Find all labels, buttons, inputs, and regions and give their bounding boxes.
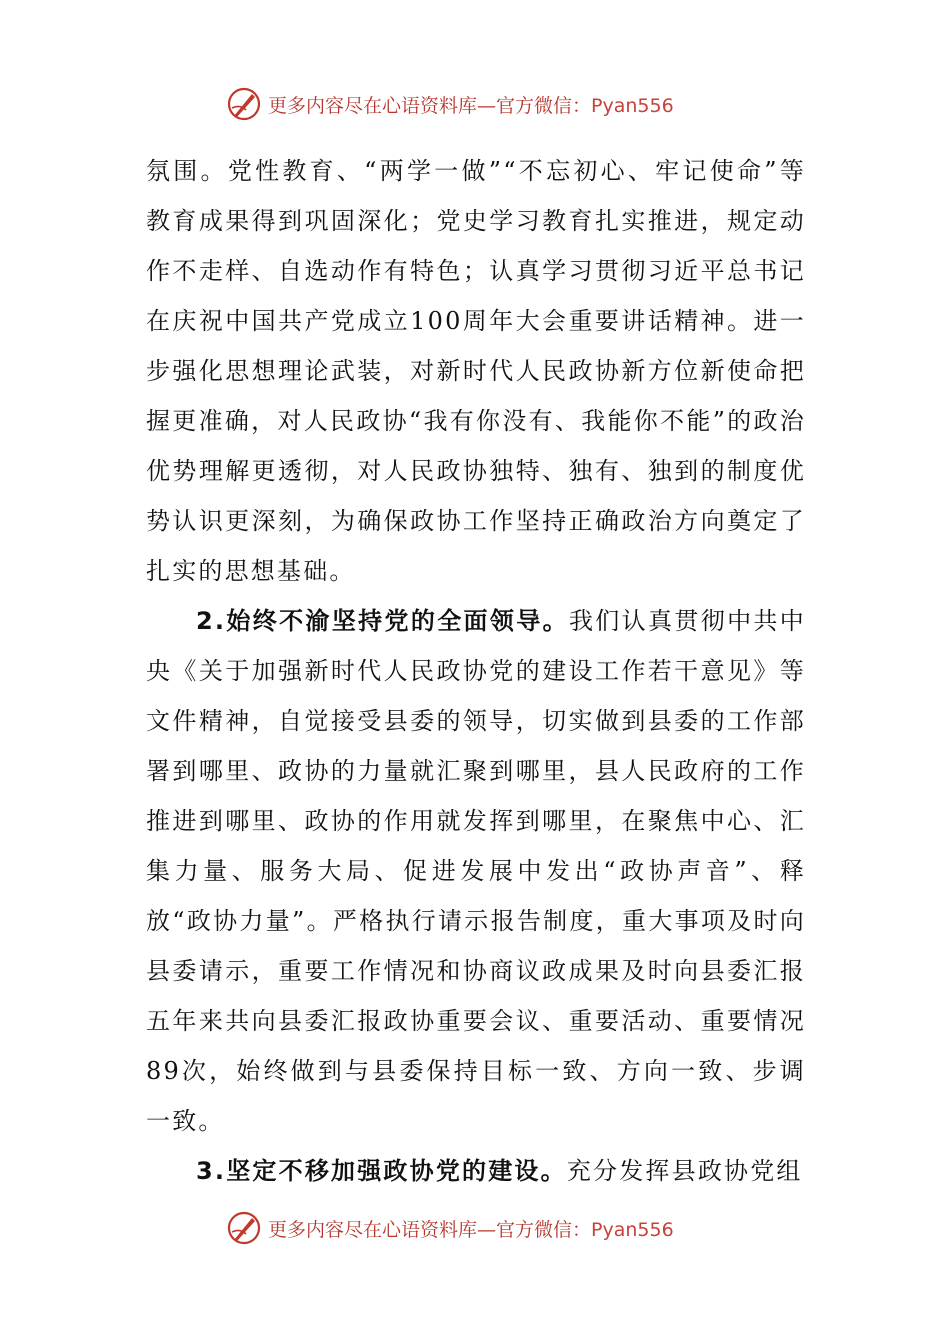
pen-quill-logo-icon — [226, 1210, 262, 1246]
paragraph-2-body: 我们认真贯彻中共中央《关于加强新时代人民政协党的建设工作若干意见》等文件精神，自觉接受县委的领导，切实做到县委的工作部署到哪里、政协的力量就汇聚到哪里，县人民政府的工作推进到哪里、政协的作用就发挥到哪里，在聚焦中心、汇集力量、服务大局、促进发展中发出“政协声音”、释放“政协力量”。严格执行请示报告制度，重大事项及时向县委请示，重要工作情况和协商议政成果及时向县委汇报五年来共向县委汇报政协重要会议、重要活动、重要情况89次，始终做到与县委保持目标一致、方向一致、步调一致。 — [146, 607, 806, 1135]
document-body — [146, 146, 806, 1196]
paragraph-1: 氛围。党性教育、“两学一做”“不忘初心、牢记使命”等教育成果得到巩固深化；党史学习教育扎实推进，规定动作不走样、自选动作有特色；认真学习贯彻习近平总书记在庆祝中国共产党成立100周年大会重要讲话精神。进一步强化思想理论武装，对新时代人民政协新方位新使命把握更准确，对人民政协“我有你没有、我能你不能”的政治优势理解更透彻，对人民政协独特、独有、独到的制度优势认识更深刻，为确保政协工作坚持正确政治方向奠定了扎实的思想基础。 — [146, 157, 806, 585]
paragraph-3 — [146, 1146, 806, 1196]
header-banner — [226, 84, 674, 124]
pen-quill-logo-icon — [226, 86, 262, 122]
header-banner-text: 更多内容尽在心语资料库—官方微信：Pyan556 — [268, 94, 674, 117]
footer-banner — [226, 1208, 674, 1248]
paragraph-3-body: 充分发挥县政协党组 — [566, 1157, 803, 1185]
paragraph-2 — [146, 596, 806, 1146]
paragraph-3-heading: 3.坚定不移加强政协党的建设。 — [196, 1157, 567, 1185]
footer-banner-text: 更多内容尽在心语资料库—官方微信：Pyan556 — [268, 1218, 674, 1241]
paragraph-2-heading: 2.始终不渝坚持党的全面领导。 — [196, 607, 569, 635]
